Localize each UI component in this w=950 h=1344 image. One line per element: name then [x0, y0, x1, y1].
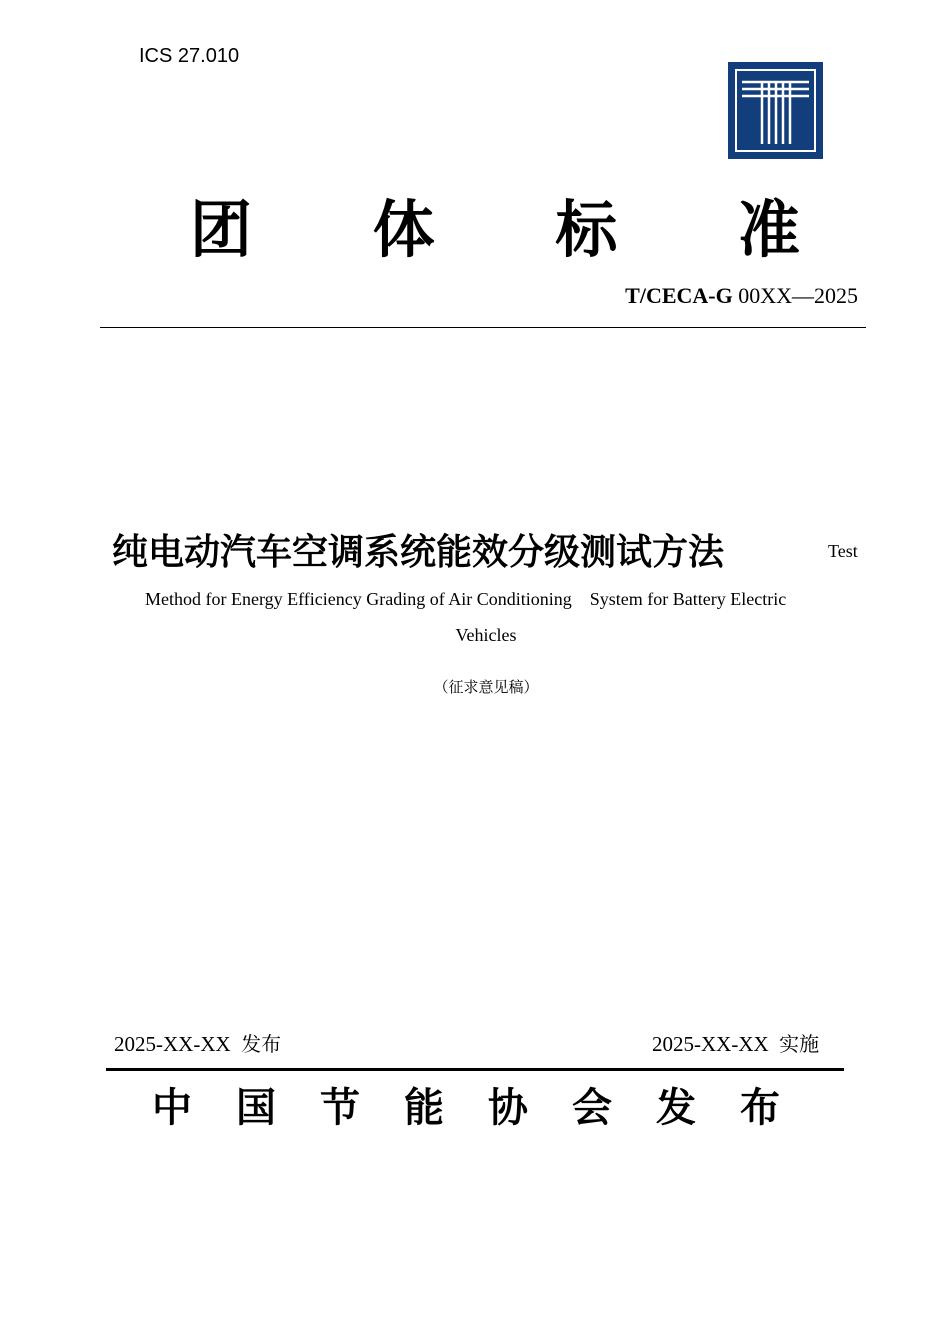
issue-date-label: 发布: [241, 1032, 282, 1056]
standard-type-char: 体: [372, 193, 435, 266]
publisher-char: 能: [404, 1084, 444, 1131]
issue-date: [114, 1028, 281, 1057]
standard-type-char: 标: [555, 193, 618, 266]
issue-date-value: 2025-XX-XX: [114, 1032, 231, 1056]
publisher-char: 节: [320, 1084, 360, 1131]
standard-code: T/CECA-G: [625, 283, 733, 308]
publisher-char: 布: [740, 1084, 780, 1131]
implement-date: [652, 1028, 819, 1057]
publisher-char: 国: [236, 1084, 276, 1131]
standard-type-char: 准: [737, 193, 800, 266]
document-title-en-line2: Vehicles: [455, 625, 517, 645]
publisher-char: 发: [656, 1084, 696, 1131]
ceca-t-logo-icon: [728, 62, 823, 159]
publisher-char: 协: [488, 1084, 528, 1131]
standard-number-value: 00XX—2025: [738, 283, 858, 308]
document-title-en-lead: Test: [828, 541, 858, 561]
publisher-char: 会: [572, 1084, 612, 1131]
ics-code: ICS 27.010: [139, 45, 240, 67]
standard-type-char: 团: [190, 193, 253, 266]
implement-date-value: 2025-XX-XX: [652, 1032, 769, 1056]
document-title-cn: 纯电动汽车空调系统能效分级测试方法: [112, 532, 725, 573]
standard-number: [625, 283, 858, 309]
draft-status-note: （征求意见稿）: [433, 678, 539, 696]
publisher-char: 中: [152, 1084, 192, 1131]
bottom-divider: [106, 1068, 844, 1071]
top-divider: [100, 327, 866, 328]
implement-date-label: 实施: [779, 1032, 820, 1056]
publisher-line: [152, 1076, 780, 1133]
standard-type-title: [190, 180, 800, 269]
document-title-en-line1: Method for Energy Efficiency Grading of Air Conditioning System for Battery Electric: [145, 589, 787, 609]
